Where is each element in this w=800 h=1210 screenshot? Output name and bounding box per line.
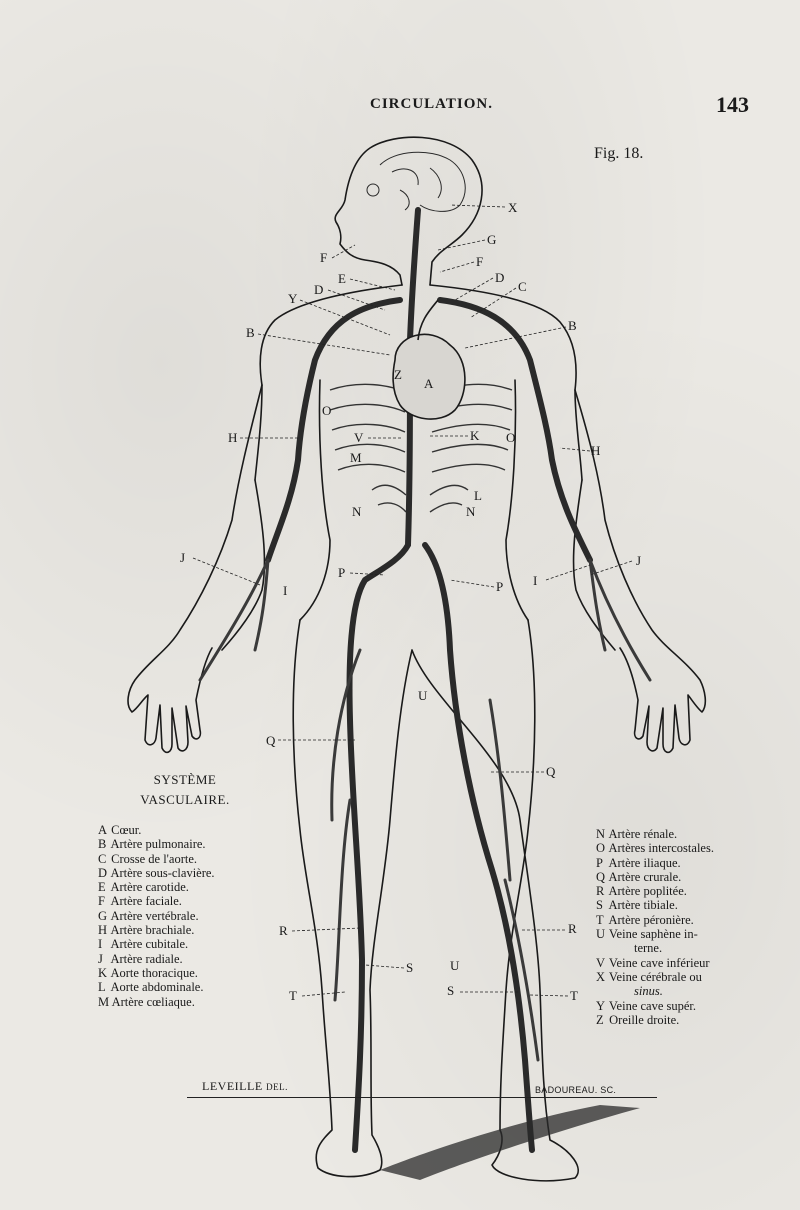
legend-item-continuation: terne. (634, 941, 663, 956)
legend-item: N Artère rénale. (596, 827, 678, 841)
figure-label-d-left: D (314, 282, 324, 297)
artist-name: LEVEILLE (202, 1079, 263, 1093)
figure-label-o-right: O (506, 430, 516, 445)
legend-item: Z Oreille droite. (596, 1012, 680, 1027)
figure-label-u-upper: U (418, 688, 428, 703)
legend-item: Q Artère crurale. (596, 869, 682, 884)
legend-item-continuation: sinus. (634, 984, 663, 999)
figure-label-i-left: I (283, 583, 288, 598)
legend-item: K Aorte thoracique. (98, 965, 198, 980)
legend-item: S Artère tibiale. (596, 898, 678, 913)
legend-item: O Artères intercostales. (596, 841, 714, 856)
heart (393, 300, 465, 419)
figure-label-j-left: J (180, 550, 186, 565)
figure-label-r-left: R (279, 923, 288, 938)
legend-item: V Veine cave inférieur (596, 955, 710, 970)
figure-label-j-right: J (636, 553, 642, 568)
figure-label-v: V (354, 430, 364, 445)
figure-label-g: G (487, 232, 497, 247)
figure-label-u-lower: U (450, 958, 460, 973)
page-number: 143 (716, 92, 749, 117)
figure-label-o-left: O (322, 403, 332, 418)
floor-shadow (380, 1105, 640, 1180)
figure-label-p-left: P (338, 565, 346, 580)
legend-item: G Artère vertébrale. (98, 908, 199, 923)
figure-label-d-right: D (495, 270, 505, 285)
figure-label-p-right: P (496, 579, 504, 594)
legend-item: H Artère brachiale. (98, 923, 195, 938)
legend-item: Y Veine cave supér. (596, 998, 697, 1013)
branch-vessels (200, 560, 650, 1060)
figure-label-k: K (470, 428, 480, 443)
figure-label-i-right: I (533, 573, 538, 588)
legend-title-line1: SYSTÈME (153, 772, 217, 787)
artist-suffix: DEL. (266, 1082, 288, 1092)
legend-item: F Artère faciale. (98, 894, 182, 909)
legend-item: U Veine saphène in- (596, 927, 698, 942)
figure-label-a: A (424, 376, 434, 391)
figure-label-y: Y (288, 291, 298, 306)
legend-item: E Artère carotide. (98, 880, 189, 895)
figure-label-b-right: B (568, 318, 577, 333)
figure-label-h-right: H (591, 443, 601, 458)
legend-title-line2: VASCULAIRE. (140, 792, 230, 807)
figure-label-m: M (350, 450, 362, 465)
legend-item: C Crosse de l'aorte. (98, 851, 198, 866)
engraver-credit: BADOUREAU. SC. (535, 1085, 617, 1095)
legend-title (130, 770, 240, 810)
figure-label-q-right: Q (546, 764, 556, 779)
figure-label-b-left: B (246, 325, 255, 340)
legend-item: R Artère poplitée. (596, 884, 687, 899)
figure-label-f-left: F (320, 250, 328, 265)
legend-item: X Veine cérébrale ou (596, 969, 702, 984)
legend-item: D Artère sous-clavière. (98, 865, 215, 880)
legend-item: J Artère radiale. (98, 951, 183, 966)
legend-left-column (98, 823, 215, 1009)
figure-label-r-right: R (568, 921, 577, 936)
legend-item: P Artère iliaque. (596, 855, 681, 870)
figure-label-t-left: T (289, 988, 297, 1003)
artist-credit (202, 1079, 288, 1094)
brain-vessels (367, 152, 465, 211)
legend-item: T Artère péronière. (596, 912, 694, 927)
figure-label-s-left: S (406, 960, 414, 975)
figure-label-s-right: S (447, 983, 455, 998)
figure-label-e: E (338, 271, 346, 286)
running-header: CIRCULATION. (370, 96, 493, 112)
legend-item: I Artère cubitale. (98, 937, 189, 952)
figure-label-n-right: N (466, 504, 476, 519)
figure-label-l: L (474, 488, 482, 503)
legend-right-column (596, 827, 714, 1027)
figure-label-x: X (508, 200, 518, 215)
legend-item: L Aorte abdominale. (98, 980, 204, 995)
figure-label-t-right: T (570, 988, 578, 1003)
figure-label-f-right: F (476, 254, 484, 269)
legend-item: B Artère pulmonaire. (98, 837, 206, 852)
figure-label-q-left: Q (266, 733, 276, 748)
figure-label-z: Z (394, 367, 402, 382)
vascular-system-illustration (100, 120, 740, 1200)
figure-label-c: C (518, 279, 527, 294)
figure-label-h-left: H (228, 430, 238, 445)
legend-item: M Artère cœliaque. (98, 994, 195, 1009)
figure-caption: Fig. 18. (594, 145, 644, 162)
credit-rule (187, 1097, 657, 1098)
figure-label-n-left: N (352, 504, 362, 519)
legend-item: A Cœur. (98, 823, 142, 837)
